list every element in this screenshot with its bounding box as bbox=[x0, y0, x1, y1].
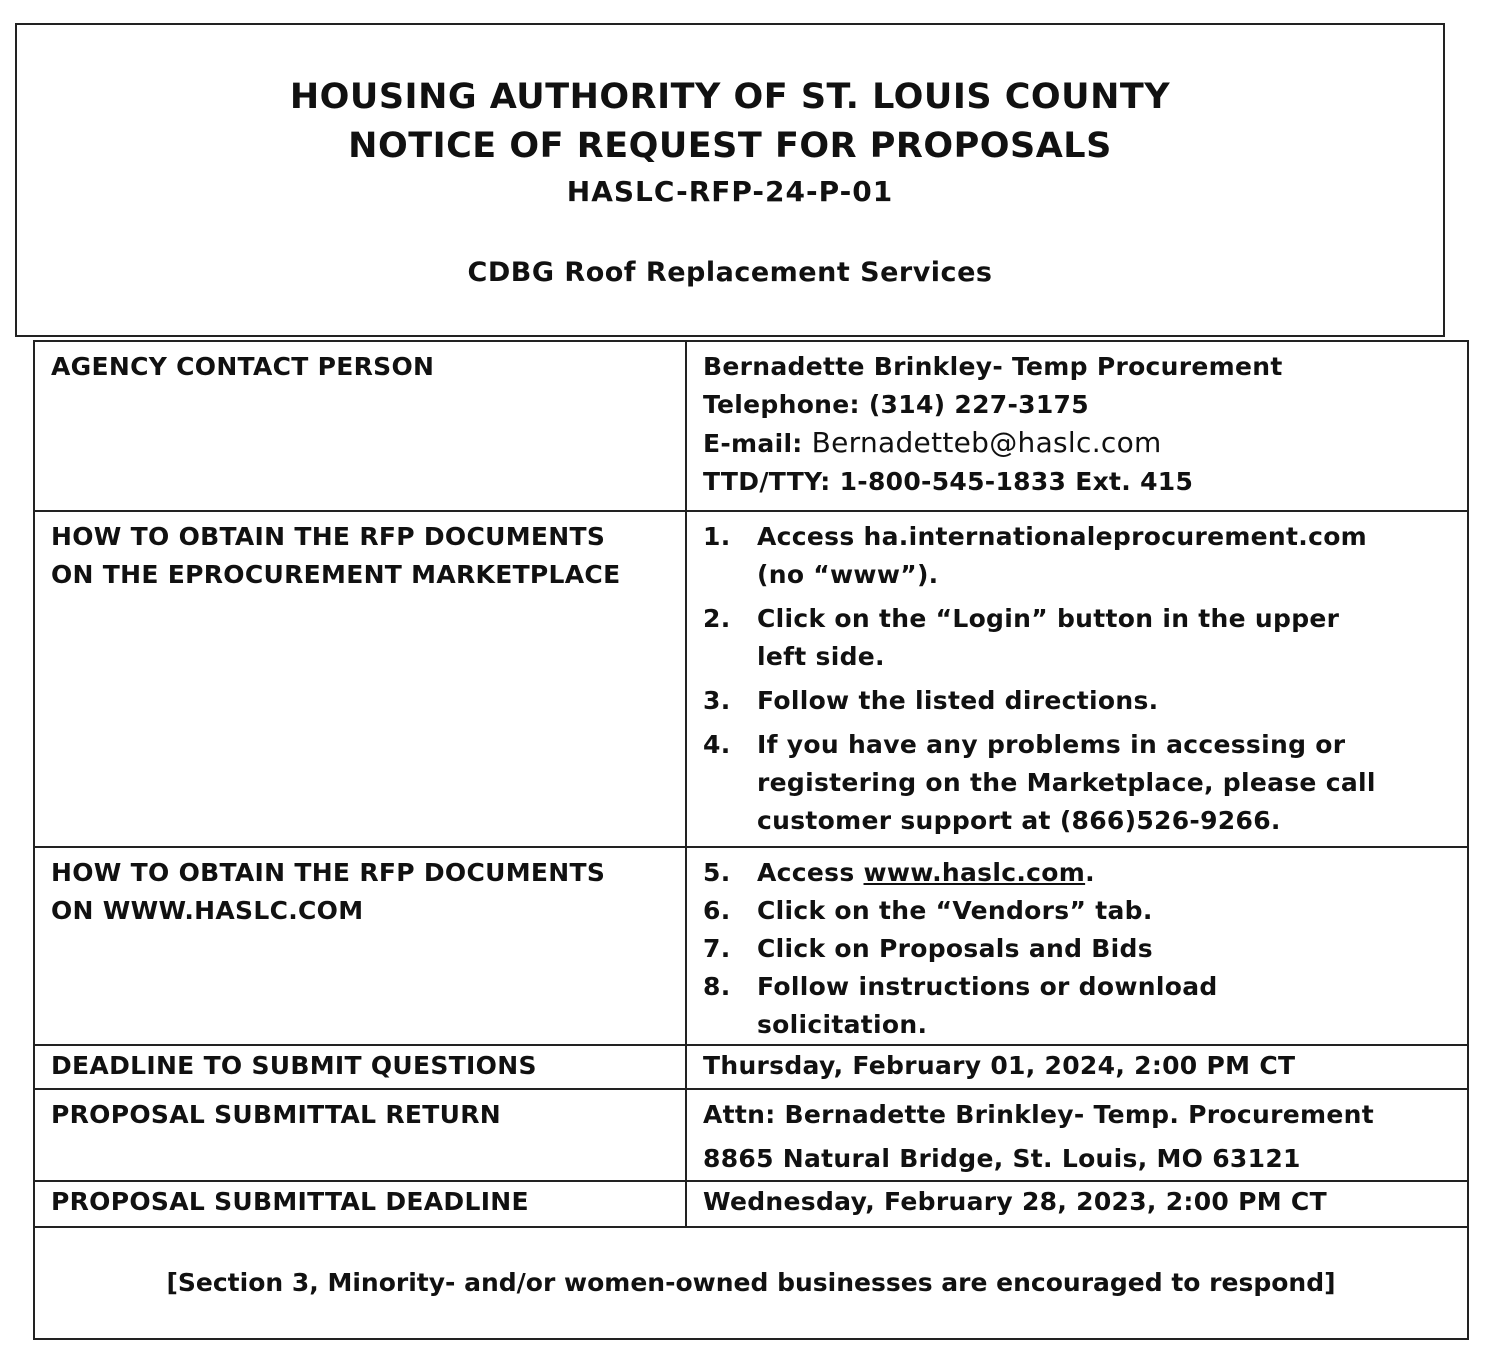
notice-header bbox=[15, 23, 1445, 337]
list-item bbox=[703, 682, 1459, 720]
step-number: 1. bbox=[703, 522, 731, 551]
table-row-eprocurement bbox=[34, 511, 1468, 847]
eprocurement-label bbox=[34, 511, 686, 847]
step-number: 4. bbox=[703, 730, 731, 759]
haslc-label-line2: ON WWW.HASLC.COM bbox=[51, 896, 364, 925]
step-text: solicitation. bbox=[757, 1010, 928, 1039]
rfp-info-table bbox=[33, 340, 1469, 1340]
table-row-deadline bbox=[34, 1181, 1468, 1227]
table-row-questions bbox=[34, 1045, 1468, 1089]
table-row-contact bbox=[34, 341, 1468, 511]
return-details bbox=[686, 1089, 1468, 1181]
step-text bbox=[757, 854, 1459, 892]
step-suffix: . bbox=[1085, 858, 1095, 887]
list-item bbox=[703, 892, 1459, 930]
contact-telephone: Telephone: (314) 227-3175 bbox=[703, 390, 1089, 419]
step-text: Follow instructions or download bbox=[757, 972, 1218, 1001]
service-title: CDBG Roof Replacement Services bbox=[467, 257, 993, 288]
step-number: 3. bbox=[703, 686, 731, 715]
eprocurement-label-line1: HOW TO OBTAIN THE RFP DOCUMENTS bbox=[51, 522, 606, 551]
return-label: PROPOSAL SUBMITTAL RETURN bbox=[34, 1089, 686, 1181]
step-text: Access ha.internationaleprocurement.com bbox=[757, 522, 1368, 551]
contact-email-line bbox=[703, 424, 1459, 463]
list-item bbox=[703, 726, 1459, 840]
contact-email[interactable]: Bernadetteb@haslc.com bbox=[811, 426, 1162, 459]
contact-details bbox=[686, 341, 1468, 511]
email-label: E-mail: bbox=[703, 429, 812, 458]
step-text: If you have any problems in accessing or bbox=[757, 730, 1346, 759]
footer-note: [Section 3, Minority- and/or women-owned businesses are encouraged to respond] bbox=[34, 1227, 1468, 1339]
step-text: customer support at (866)526-9266. bbox=[757, 806, 1281, 835]
step-text: Follow the listed directions. bbox=[757, 686, 1159, 715]
eprocurement-label-line2: ON THE EPROCUREMENT MARKETPLACE bbox=[51, 560, 621, 589]
eprocurement-steps bbox=[686, 511, 1468, 847]
step-text: Click on the “Login” button in the upper bbox=[757, 604, 1340, 633]
step-text: left side. bbox=[757, 642, 885, 671]
step-number: 5. bbox=[703, 858, 731, 887]
notice-title: NOTICE OF REQUEST FOR PROPOSALS bbox=[348, 126, 1112, 166]
table-row-haslc bbox=[34, 847, 1468, 1045]
return-address: 8865 Natural Bridge, St. Louis, MO 63121 bbox=[703, 1144, 1301, 1173]
table-row-return bbox=[34, 1089, 1468, 1181]
step-number: 2. bbox=[703, 604, 731, 633]
contact-tty: TTD/TTY: 1-800-545-1833 Ext. 415 bbox=[703, 467, 1194, 496]
step-text: Click on Proposals and Bids bbox=[757, 934, 1153, 963]
step-number: 7. bbox=[703, 934, 731, 963]
list-item bbox=[703, 518, 1459, 594]
haslc-steps bbox=[686, 847, 1468, 1045]
step-text: Click on the “Vendors” tab. bbox=[757, 896, 1153, 925]
rfp-number: HASLC-RFP-24-P-01 bbox=[566, 175, 894, 208]
list-item bbox=[703, 930, 1459, 968]
deadline-value: Wednesday, February 28, 2023, 2:00 PM CT bbox=[686, 1181, 1468, 1227]
questions-deadline: Thursday, February 01, 2024, 2:00 PM CT bbox=[686, 1045, 1468, 1089]
agency-title: HOUSING AUTHORITY OF ST. LOUIS COUNTY bbox=[289, 77, 1171, 117]
table-row-footer bbox=[34, 1227, 1468, 1339]
haslc-label bbox=[34, 847, 686, 1045]
step-text: (no “www”). bbox=[757, 560, 939, 589]
contact-name: Bernadette Brinkley- Temp Procurement bbox=[703, 352, 1283, 381]
list-item bbox=[703, 854, 1459, 892]
step-text: registering on the Marketplace, please call bbox=[757, 768, 1376, 797]
step-prefix: Access bbox=[757, 858, 864, 887]
step-number: 6. bbox=[703, 896, 731, 925]
haslc-link[interactable]: www.haslc.com bbox=[863, 858, 1086, 887]
deadline-label: PROPOSAL SUBMITTAL DEADLINE bbox=[34, 1181, 686, 1227]
haslc-label-line1: HOW TO OBTAIN THE RFP DOCUMENTS bbox=[51, 858, 606, 887]
questions-label: DEADLINE TO SUBMIT QUESTIONS bbox=[34, 1045, 686, 1089]
step-number: 8. bbox=[703, 972, 731, 1001]
list-item bbox=[703, 968, 1459, 1044]
list-item bbox=[703, 600, 1459, 676]
contact-label: AGENCY CONTACT PERSON bbox=[34, 341, 686, 511]
return-attn: Attn: Bernadette Brinkley- Temp. Procurement bbox=[703, 1100, 1374, 1129]
